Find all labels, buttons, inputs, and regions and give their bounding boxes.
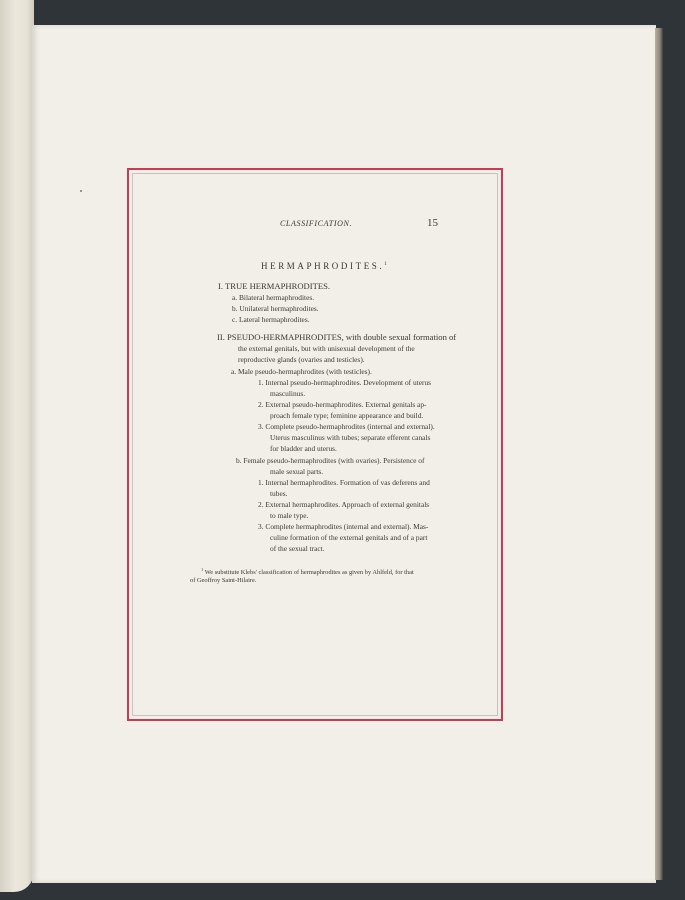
- list-item: 2. External hermaphrodites. Approach of external genitals: [258, 500, 430, 509]
- heading-pseudo-hermaphrodites: II. PSEUDO-HERMAPHRODITES, with double sexual formation of: [217, 332, 457, 342]
- facing-page-edge: [0, 0, 34, 892]
- page-number: 15: [427, 217, 438, 229]
- page-block-edge: [655, 28, 663, 880]
- paper-speck: [80, 190, 82, 192]
- list-item-continuation: of the sexual tract.: [270, 544, 325, 553]
- subheading-male: a. Male pseudo-hermaphrodites (with testicles).: [231, 367, 372, 376]
- list-item: 1. Internal pseudo-hermaphrodites. Development of uterus: [258, 378, 432, 387]
- list-item: a. Bilateral hermaphrodites.: [232, 293, 315, 302]
- list-item-continuation: tubes.: [270, 489, 288, 498]
- footnote-line: of Geoffroy Saint-Hilaire.: [190, 577, 257, 584]
- list-item-continuation: masculinus.: [270, 389, 306, 398]
- list-item-continuation: for bladder and uterus.: [270, 444, 337, 453]
- list-item-continuation: proach female type; feminine appearance and build.: [270, 411, 424, 420]
- section-title-text: HERMAPHRODITES.: [261, 261, 385, 271]
- paragraph-line: male sexual parts.: [270, 467, 324, 476]
- running-head: CLASSIFICATION.: [280, 219, 353, 228]
- list-item-continuation: to male type.: [270, 511, 309, 520]
- list-item: b. Unilateral hermaphrodites.: [232, 304, 319, 313]
- footnote-text: We substitute Klebs' classification of hermaphrodites as given by Ahlfeld, for that: [204, 569, 414, 577]
- footnote-ref: 1: [384, 262, 387, 267]
- list-item: 3. Complete hermaphrodites (internal and external). Mas-: [258, 522, 429, 531]
- list-item: c. Lateral hermaphrodites.: [232, 315, 310, 324]
- subheading-female: b. Female pseudo-hermaphrodites (with ovaries). Persistence of: [236, 456, 425, 465]
- section-title: [261, 261, 387, 271]
- paragraph-line: the external genitals, but with unisexual development of the: [238, 344, 415, 353]
- list-item-continuation: Uterus masculinus with tubes; separate efferent canals: [270, 433, 431, 442]
- list-item-continuation: culine formation of the external genitals and of a part: [270, 533, 428, 542]
- list-item: 3. Complete pseudo-hermaphrodites (internal and external).: [258, 422, 435, 431]
- heading-true-hermaphrodites: I. TRUE HERMAPHRODITES.: [218, 281, 331, 291]
- paragraph-line: reproductive glands (ovaries and testicles).: [238, 355, 365, 364]
- list-item: 2. External pseudo-hermaphrodites. External genitals ap-: [258, 400, 427, 409]
- list-item: 1. Internal hermaphrodites. Formation of vas deferens and: [258, 478, 430, 487]
- footnote-marker: 1: [201, 567, 204, 572]
